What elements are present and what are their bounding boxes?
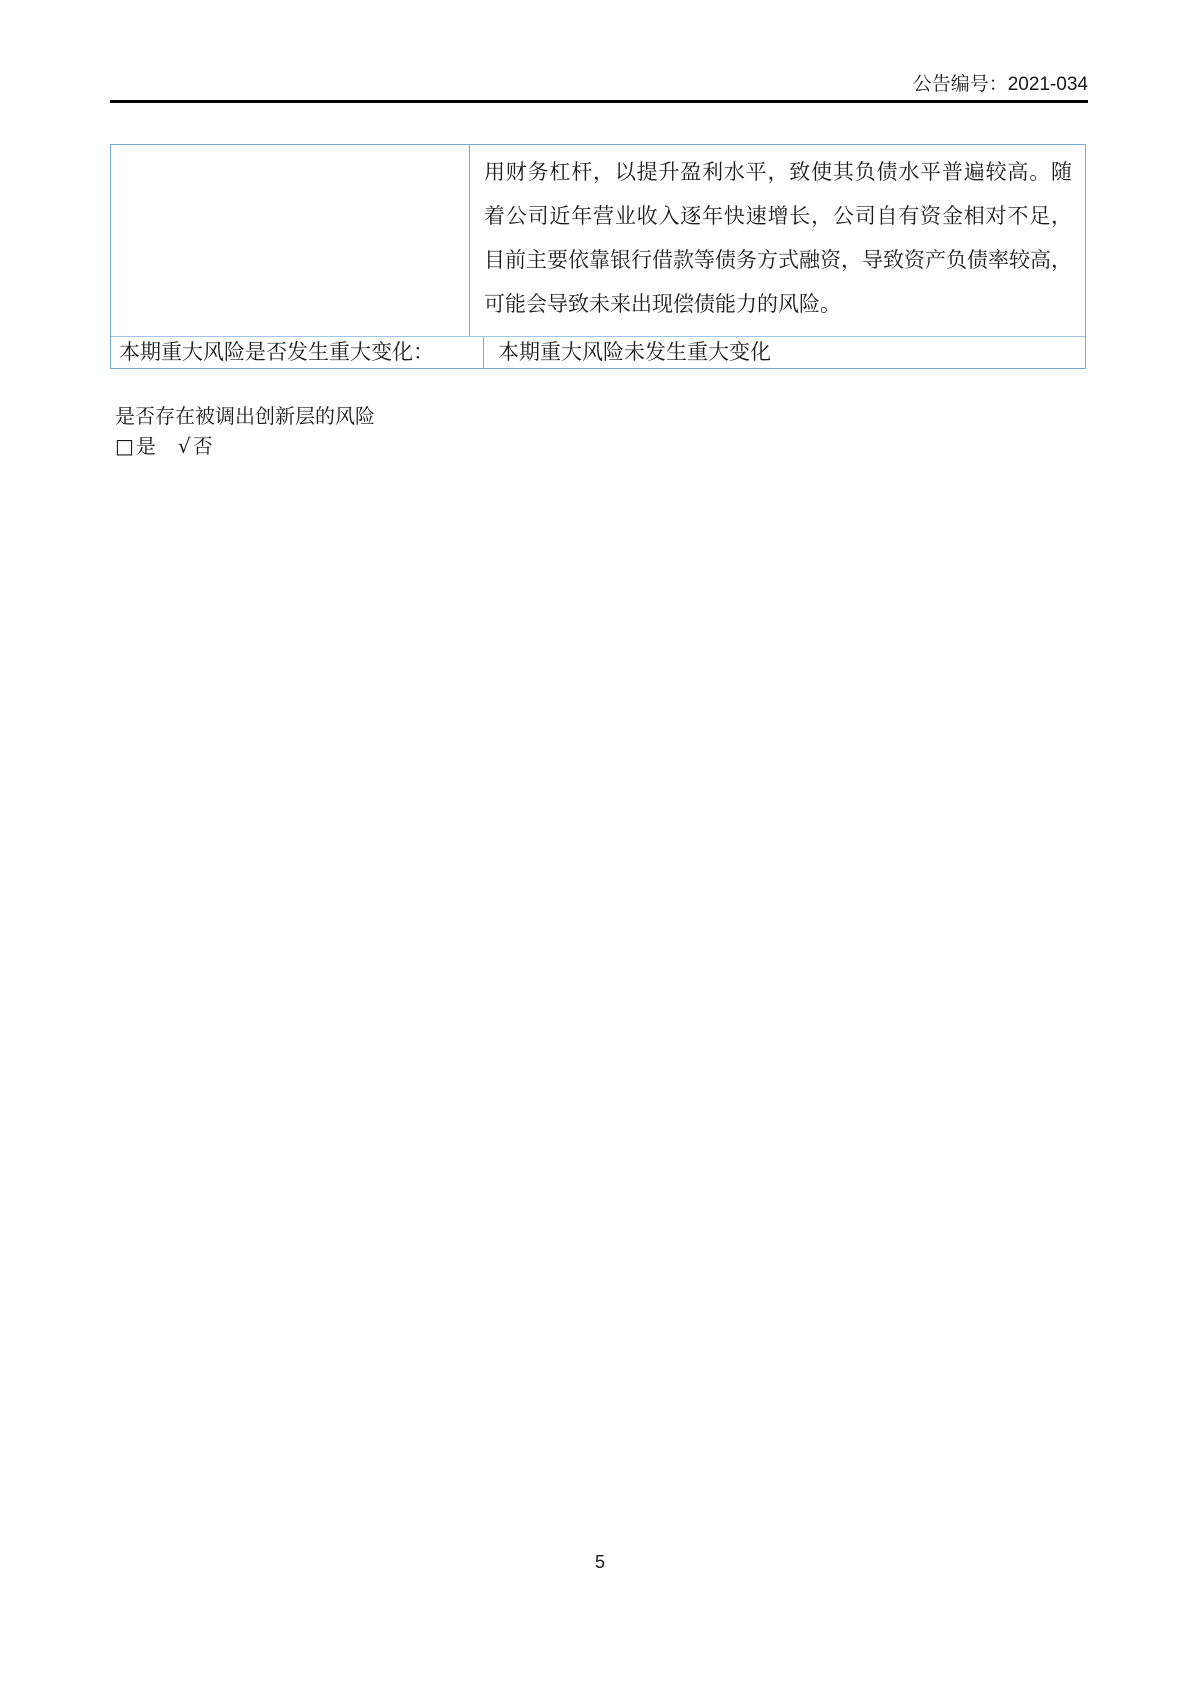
announcement-number-label: 公告编号： (912, 73, 1008, 95)
risk-change-label-cell: 本期重大风险是否发生重大变化： (111, 337, 484, 368)
risk-text-line: 目前主要依靠银行借款等债务方式融资，导致资产负债率较高， (484, 248, 1072, 272)
header-rule (110, 100, 1088, 103)
delisting-risk-question: 是否存在被调出创新层的风险 (115, 404, 375, 428)
checkbox-unchecked-icon: □ (115, 434, 134, 458)
table-row-risk-change (111, 336, 1085, 368)
table-row-risk-description (111, 145, 1085, 336)
risk-text-line: 可能会导致未来出现偿债能力的风险。 (484, 292, 841, 316)
option-no-label: 否 (192, 434, 213, 458)
page-number: 5 (594, 1552, 605, 1572)
announcement-number-value: 2021-034 (1007, 74, 1088, 95)
risk-text-line: 用财务杠杆，以提升盈利水平，致使其负债水平普遍较高。随 (484, 160, 1072, 184)
risk-change-value-cell: 本期重大风险未发生重大变化 (498, 340, 771, 364)
option-yes-label: 是 (135, 434, 156, 458)
announcement-number (110, 72, 1088, 97)
risk-text-line: 着公司近年营业收入逐年快速增长，公司自有资金相对不足， (484, 204, 1072, 228)
check-mark-icon: √ (177, 434, 191, 458)
major-risk-table (110, 144, 1086, 369)
risk-description-label-cell (111, 145, 470, 336)
delisting-risk-section (115, 402, 375, 461)
delisting-risk-options (115, 432, 375, 461)
risk-description-value-cell (470, 145, 1085, 336)
